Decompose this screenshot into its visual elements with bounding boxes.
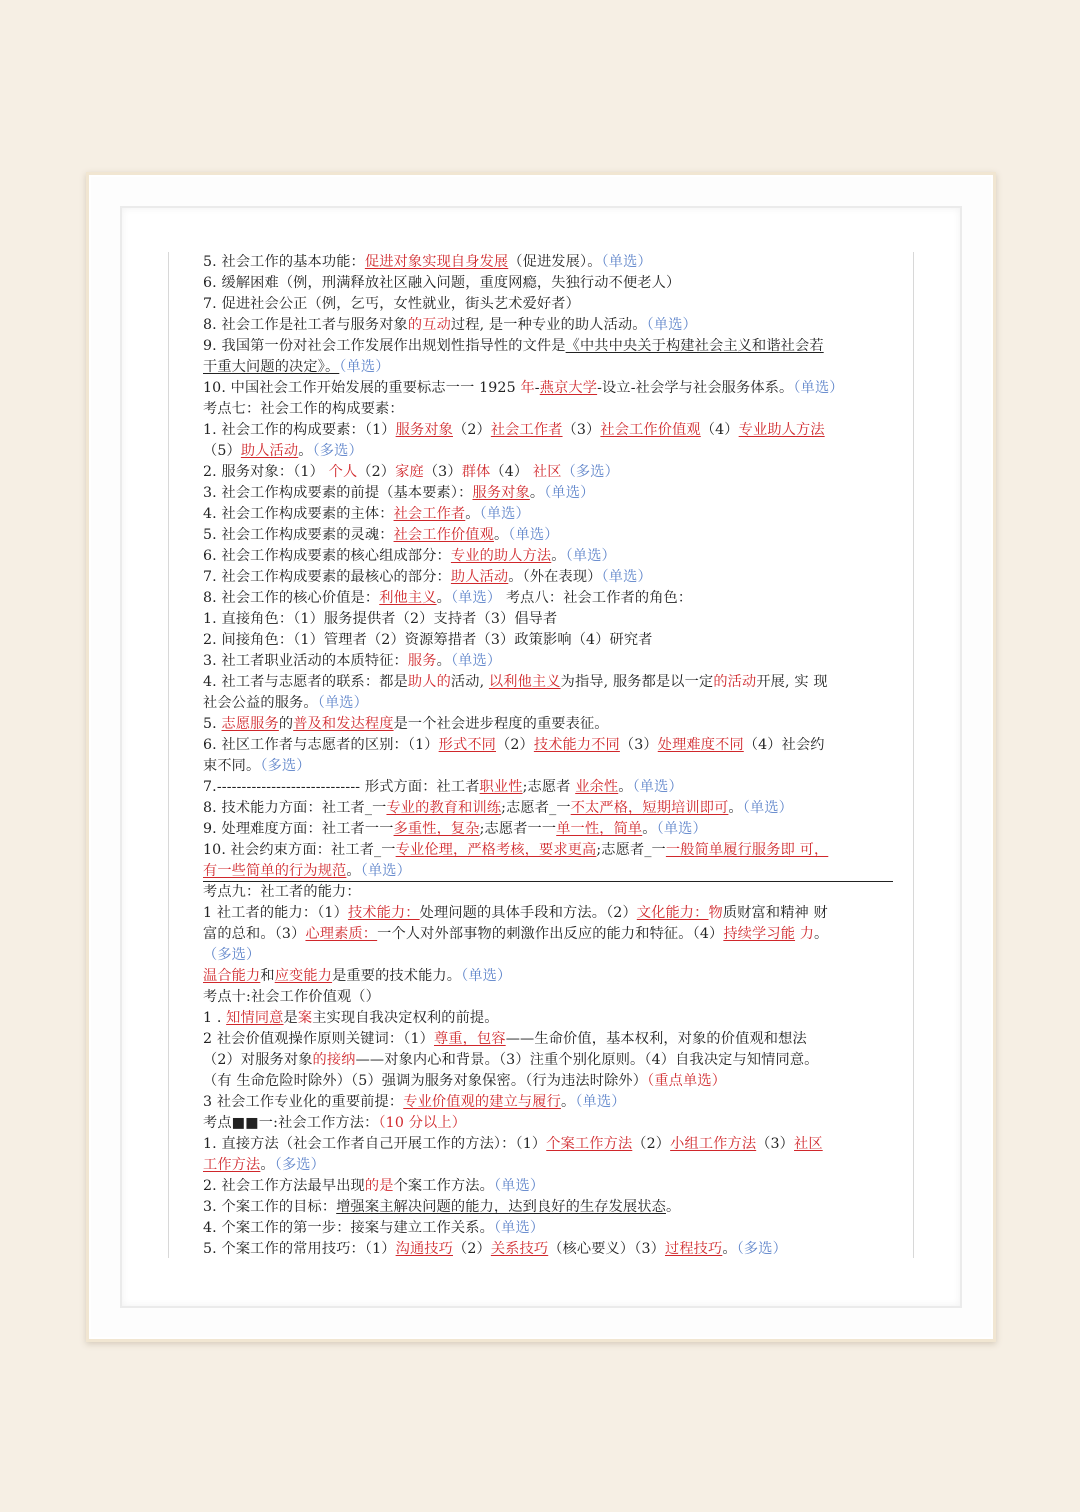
line-text: ;志愿者一一: [479, 821, 557, 837]
line-text: ■■: [231, 1114, 259, 1131]
document-text: [203, 252, 893, 1258]
line-text: 的: [278, 716, 294, 732]
line-text: 1. 直接角色：（1）服务提供者（2）支持者（3）倡导者: [203, 611, 558, 627]
question-type-tag: （单选）: [601, 569, 652, 585]
line-text: （4）社会约: [743, 737, 825, 753]
line-text: 5.: [203, 716, 222, 732]
line-text: 一个人对外部事物的刺激作出反应的能力和特征。（4）: [377, 925, 724, 942]
line-text: 过程, 是一种专业的助人活动。: [450, 317, 647, 333]
line-text: 。: [436, 653, 451, 669]
question-type-tag: （单选）: [656, 821, 707, 837]
key-answer-text: 服务: [407, 653, 437, 669]
key-answer-text: 社会工作价值观: [393, 527, 494, 543]
key-answer-text: 小组工作方法: [670, 1135, 757, 1152]
text-line: [203, 798, 893, 819]
line-text: 束不同。: [203, 758, 261, 774]
line-text: 10. 社会约束方面：社工者_一: [203, 842, 396, 858]
line-text: 6. 社会工作构成要素的核心组成部分：: [203, 548, 451, 564]
text-line: [203, 588, 893, 609]
question-type-tag: （单选）: [508, 527, 559, 543]
line-text: 是重要的技术能力。: [332, 967, 462, 984]
key-answer-text: 个人: [328, 464, 358, 480]
question-type-tag: （单选）: [575, 1093, 626, 1110]
key-answer-text: 促进对象实现自身发展: [364, 254, 509, 270]
line-text: 6. 社区工作者与志愿者的区别：（1）: [203, 737, 439, 753]
question-type-tag: （单选）: [339, 359, 390, 375]
text-line: [203, 1050, 893, 1071]
key-answer-text: 个案工作方法: [546, 1135, 633, 1152]
line-text: （2）: [496, 737, 534, 753]
line-text: 开展, 实 现: [756, 674, 828, 690]
line-text: 。: [551, 548, 566, 564]
question-type-tag: （单选）: [601, 254, 652, 270]
text-line: [203, 1071, 893, 1092]
question-type-tag: （单选）: [479, 506, 530, 522]
line-text: （有 生命危险时除外）（5）强调为服务对象保密。（行为违法时除外）: [203, 1072, 648, 1089]
text-line: [203, 1092, 893, 1113]
line-text: （促进发展）。: [508, 254, 602, 270]
key-answer-text: 助人的: [407, 674, 451, 690]
text-line: [203, 315, 893, 336]
key-answer-text: 尊重，包容: [433, 1030, 506, 1047]
line-text: 。: [346, 863, 361, 879]
line-text: 和: [260, 967, 275, 984]
question-type-tag: （多选）: [561, 464, 619, 480]
key-answer-text: 专业的助人方法: [450, 548, 552, 564]
key-answer-text: 技术能力不同: [533, 737, 620, 753]
key-answer-text: 心理素质：: [305, 925, 378, 942]
key-answer-text: 关系技巧: [490, 1240, 549, 1257]
key-answer-text: 职业性: [479, 779, 523, 795]
key-answer-text: 技术能力：: [347, 904, 420, 921]
key-answer-text: 的接纳: [312, 1051, 356, 1068]
key-answer-text: 的活动: [713, 674, 757, 690]
text-line: [203, 420, 893, 441]
line-text: ——: [505, 1030, 535, 1047]
line-text: 为: [560, 674, 575, 690]
key-answer-text: 处理难度不同: [657, 737, 744, 753]
line-text: 2. 服务对象：（1）: [203, 464, 329, 480]
line-text: 3. 社会工作构成要素的前提（基本要素）：: [203, 485, 473, 501]
line-text: 生命价值，基本权利，对象的价值观和想法: [534, 1030, 807, 1047]
key-answer-text: 志愿服务: [221, 716, 279, 732]
document-page: [168, 252, 914, 1258]
line-text: （2）: [632, 1135, 671, 1152]
key-answer-text: 利他主义: [379, 590, 437, 606]
line-text: 考点九：社工者的能力：: [203, 883, 361, 900]
key-answer-text: 的互动: [407, 317, 451, 333]
text-line: [203, 651, 893, 672]
line-text: 。: [529, 485, 545, 501]
text-line: [203, 714, 893, 735]
key-answer-text: 专业助人方法: [738, 422, 825, 438]
key-answer-text: 物: [708, 904, 723, 921]
text-line: [203, 903, 893, 924]
line-text: 。: [560, 1093, 576, 1110]
key-answer-text: 专业价值观的建立与履行: [403, 1093, 561, 1110]
line-text: 3. 个案工作的目标：: [203, 1198, 337, 1215]
line-text: 2. 间接角色：（1）管理者（2）资源筹措者（3）政策影响（4）研究者: [203, 632, 653, 648]
key-answer-text: 社会工作价值观: [600, 422, 701, 438]
text-line: [203, 1029, 893, 1050]
key-answer-text: （10 分以上）: [378, 1114, 467, 1131]
line-text: （4）: [700, 422, 739, 438]
line-text: 7.----------------------------- 形式方面：社工者: [203, 779, 480, 795]
line-text: 3 社会工作专业化的重要前提：: [203, 1093, 404, 1110]
line-text: 8. 社会工作是社工者与服务对象: [203, 317, 408, 333]
text-line: [203, 1176, 893, 1197]
line-text: 《中共中央关于构建社会主义和谐社会若: [565, 338, 824, 354]
line-text: 1. 社会工作的构成要素：（1）: [203, 422, 396, 438]
line-text: 富的总和。（3）: [203, 925, 306, 942]
line-text: ——对象内心和背景。（3）注重个别化原则。（4）自我决定与知情同意。: [355, 1051, 819, 1068]
line-text: 10. 中国社会工作开始发展的重要标志一一 1925: [203, 380, 521, 396]
text-line: [203, 609, 893, 630]
text-line: [203, 630, 893, 651]
text-line: [203, 504, 893, 525]
line-text: 6. 缓解困难（例，刑满释放社区融入问题，重度网瘾，失独行动不便老人）: [203, 275, 681, 291]
text-line: [203, 693, 893, 714]
text-line: [203, 1197, 893, 1218]
line-text: 8. 技术能力方面：社工者_一: [203, 800, 387, 816]
line-text: ;志愿者: [522, 779, 576, 795]
line-text: 。: [436, 590, 451, 606]
key-answer-text: 业余性: [575, 779, 619, 795]
text-line: [203, 1134, 893, 1155]
line-text: 干重大问题的决定》。: [203, 359, 340, 375]
text-line: [203, 1218, 893, 1239]
line-text: 是一个社会进步程度的重要表征。: [393, 716, 609, 732]
key-answer-text: 有一些简单的行为规范: [203, 863, 347, 879]
question-type-tag: （多选）: [312, 443, 363, 459]
question-type-tag: （单选）: [317, 695, 368, 711]
text-line: [203, 1239, 893, 1259]
text-line: [203, 273, 893, 294]
question-type-tag: （多选）: [203, 946, 261, 963]
line-text: 主实现自我决定权利的前提。: [312, 1009, 499, 1026]
text-line: [203, 819, 893, 840]
text-line: [203, 357, 893, 378]
line-text: 一:社会工作方法：: [258, 1114, 379, 1131]
question-type-tag: （单选）: [632, 779, 683, 795]
line-text: 。: [814, 925, 829, 942]
text-line: [203, 525, 893, 546]
line-text: （3）: [756, 1135, 795, 1152]
text-line: [203, 924, 893, 945]
text-line: [203, 378, 893, 399]
text-line: [203, 567, 893, 588]
key-answer-text: 工作方法: [203, 1156, 261, 1173]
text-line: [203, 1155, 893, 1176]
key-answer-text: 应变能力: [274, 967, 333, 984]
line-text: 4. 个案工作的第一步：接案与建立工作关系。: [203, 1219, 494, 1236]
text-line: [203, 336, 893, 357]
key-answer-text: 以利他主义: [488, 674, 561, 690]
text-line: [203, 1008, 893, 1029]
line-text: 4. 社会工作构成要素的主体：: [203, 506, 394, 522]
key-answer-text: 单一性，简单: [556, 821, 643, 837]
key-answer-text: 燕京大学: [539, 380, 598, 396]
line-text: （2）: [357, 464, 396, 480]
key-answer-text: 社会工作者: [490, 422, 563, 438]
question-type-tag: （多选）: [736, 1240, 787, 1257]
question-type-tag: （单选）: [450, 653, 502, 669]
line-text: 社会公益的服务。: [203, 695, 318, 711]
line-text: （2）对服务对象: [203, 1051, 313, 1068]
key-answer-text: 不太严格，短期培训即可: [570, 800, 729, 816]
key-answer-text: 普及和发达程度: [293, 716, 394, 732]
question-type-tag: （单选）: [544, 485, 595, 501]
key-answer-text: 文化能力：: [636, 904, 709, 921]
question-type-tag: （单选）: [493, 1219, 545, 1236]
question-type-tag: （单选）: [450, 590, 502, 606]
text-line: [203, 672, 893, 693]
question-type-tag: （单选）: [646, 317, 697, 333]
line-text: （2）: [452, 1240, 491, 1257]
key-answer-text: 助人活动: [240, 443, 299, 459]
key-answer-text: 沟通技巧: [395, 1240, 453, 1257]
key-answer-text: （重点单选）: [647, 1072, 727, 1089]
question-type-tag: （多选）: [260, 758, 311, 774]
question-type-tag: （多选）: [274, 1156, 325, 1173]
line-text: （2）: [452, 422, 491, 438]
question-type-tag: （单选）: [493, 1177, 545, 1194]
key-answer-text: 社区: [794, 1135, 823, 1152]
line-text: 。: [493, 527, 509, 543]
key-answer-text: 温合能力: [203, 967, 261, 984]
line-text: 质财富和精神 财: [722, 904, 828, 921]
text-line: [203, 777, 893, 798]
text-line: [203, 546, 893, 567]
text-line: [203, 294, 893, 315]
line-text: 考点八：社会工作者的角色：: [501, 590, 693, 606]
key-answer-text: 社区: [532, 464, 562, 480]
line-text: 。: [618, 779, 633, 795]
key-answer-text: 家庭: [395, 464, 424, 480]
line-text: 2 社会价值观操作原则关键词：（1）: [203, 1030, 434, 1047]
line-text: （4）: [490, 464, 533, 480]
key-answer-text: 助人活动: [450, 569, 509, 585]
key-answer-text: 群体: [461, 464, 491, 480]
line-text: 考点十:社会工作价值观（）: [203, 988, 380, 1005]
key-answer-text: 服务对象: [472, 485, 530, 501]
key-answer-text: 的是: [364, 1177, 394, 1194]
question-type-tag: （单选）: [461, 967, 512, 984]
text-line: [203, 987, 893, 1008]
key-answer-text: 持续学习能: [723, 925, 796, 942]
line-text: 5. 个案工作的常用技巧：（1）: [203, 1240, 396, 1257]
line-text: 考点七：社会工作的构成要素：: [203, 401, 404, 417]
key-answer-text: 一般简单履行服务即 可，: [665, 842, 829, 858]
line-text: 。: [728, 800, 743, 816]
key-answer-text: 形式不同: [438, 737, 496, 753]
key-answer-text: 多重性，复杂: [393, 821, 480, 837]
line-text: 。: [298, 443, 313, 459]
line-text: 5. 社会工作的基本功能：: [203, 254, 365, 270]
key-answer-text: 过程技巧: [664, 1240, 723, 1257]
text-line: [203, 399, 893, 420]
text-line: [203, 252, 893, 273]
line-text: （5）: [203, 443, 241, 459]
line-text: （3）: [423, 464, 462, 480]
line-text: ;志愿者_一: [501, 800, 571, 816]
text-line: [203, 882, 893, 903]
line-text: 活动,: [450, 674, 489, 690]
line-text: 7. 促进社会公正（例，乞丐，女性就业，街头艺术爱好者）: [203, 296, 580, 312]
line-text: 1 .: [203, 1009, 227, 1026]
line-text: 1 社工者的能力：（1）: [203, 904, 348, 921]
text-line: [203, 756, 893, 777]
question-type-tag: （单选）: [793, 380, 844, 396]
key-answer-text: 社会工作者: [393, 506, 466, 522]
line-text: 5. 社会工作构成要素的灵魂：: [203, 527, 394, 543]
line-text: 是: [283, 1009, 298, 1026]
line-text: ;志愿者_一: [596, 842, 666, 858]
text-line: [203, 441, 893, 462]
text-line: [203, 861, 893, 882]
line-text: （核心要义）（3）: [548, 1240, 665, 1257]
line-text: 增强案主解决问题的能力，达到良好的生存发展状态: [336, 1198, 666, 1215]
line-text: 7. 社会工作构成要素的最核心的部分：: [203, 569, 451, 585]
text-line: [203, 840, 893, 861]
key-answer-text: 案: [297, 1009, 313, 1026]
question-type-tag: （单选）: [742, 800, 794, 816]
key-answer-text: 专业的教育和训练: [386, 800, 502, 816]
line-text: （3）: [562, 422, 601, 438]
line-text: 。: [642, 821, 657, 837]
line-text: -设立-社会学与社会服务体系。: [597, 380, 794, 396]
line-text: 1. 直接方法（社会工作者自己开展工作的方法）：（1）: [203, 1135, 547, 1152]
key-answer-text: 专业伦理，严格考核，要求更高: [395, 842, 597, 858]
line-text: 指导, 服务都是以一定: [574, 674, 714, 690]
line-text: 。: [260, 1156, 275, 1173]
line-text: 个案工作方法。: [393, 1177, 494, 1194]
line-text: 处理问题的具体手段和方法。（2）: [419, 904, 637, 921]
text-line: [203, 483, 893, 504]
text-line: [203, 945, 893, 966]
text-line: [203, 735, 893, 756]
line-text: （3）: [619, 737, 658, 753]
line-text: 。: [665, 1198, 681, 1215]
text-line: [203, 966, 893, 987]
question-type-tag: （单选）: [565, 548, 616, 564]
key-answer-text: 力: [795, 925, 815, 942]
line-text: 3. 社工者职业活动的本质特征：: [203, 653, 408, 669]
line-text: 8. 社会工作的核心价值是：: [203, 590, 380, 606]
line-text: 。: [465, 506, 480, 522]
line-text: 9. 我国第一份对社会工作发展作出规划性指导性的文件是: [203, 338, 566, 354]
text-line: [203, 1113, 893, 1134]
line-text: 9. 处理难度方面：社工者一一: [203, 821, 394, 837]
line-text: 4. 社工者与志愿者的联系：都是: [203, 674, 408, 690]
line-text: 考点: [203, 1114, 232, 1131]
line-text: 。（外在表现）: [508, 569, 602, 585]
text-line: [203, 462, 893, 483]
key-answer-text: 年: [520, 380, 535, 396]
key-answer-text: 知情同意: [226, 1009, 284, 1026]
line-text: 。: [722, 1240, 737, 1257]
key-answer-text: 服务对象: [395, 422, 453, 438]
question-type-tag: （单选）: [360, 863, 411, 879]
line-text: 2. 社会工作方法最早出现: [203, 1177, 365, 1194]
line-text: -: [534, 380, 540, 396]
